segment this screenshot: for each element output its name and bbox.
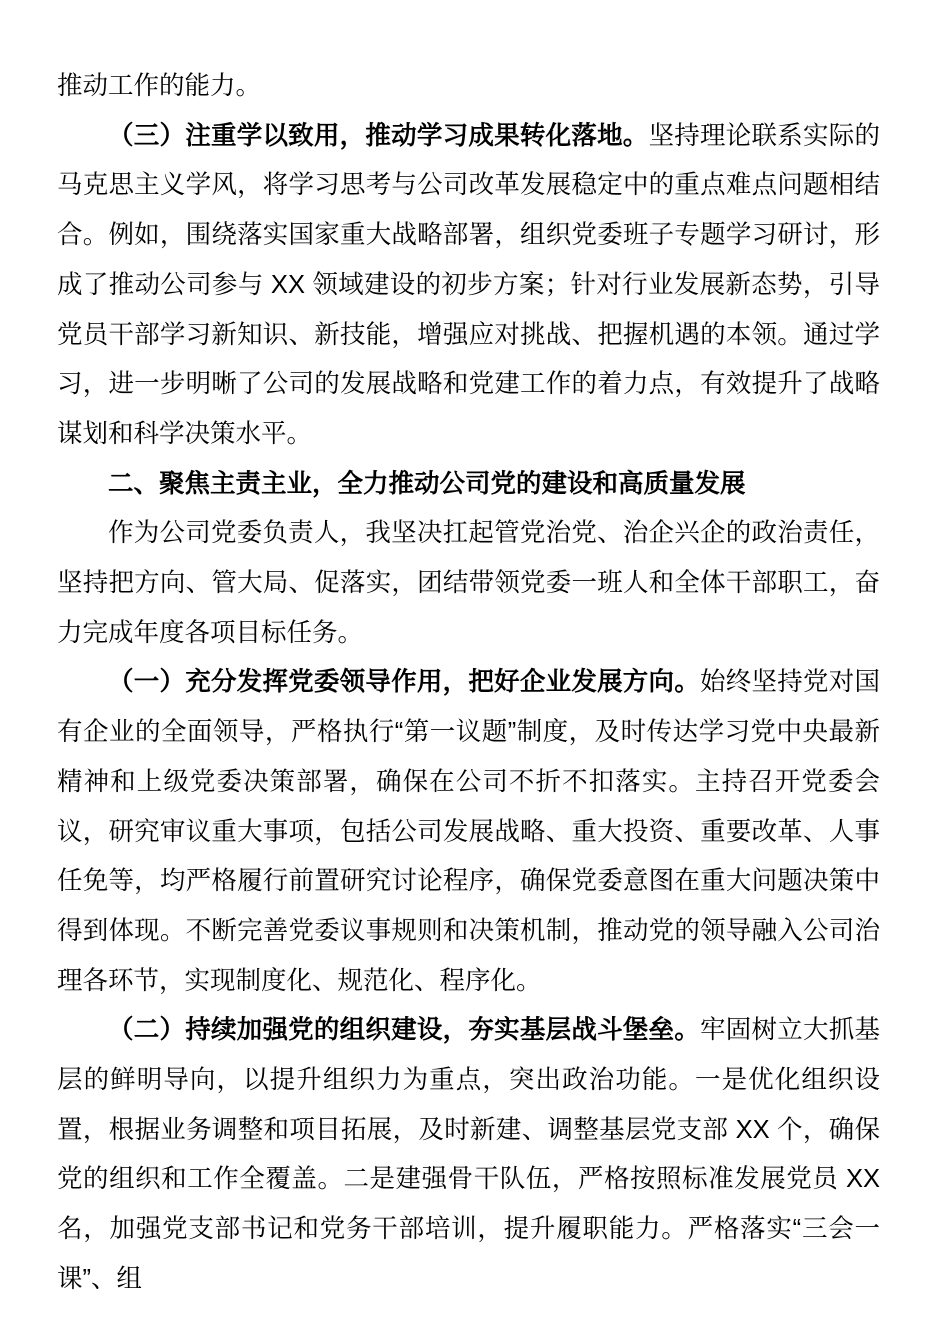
subsection-paragraph — [57, 658, 880, 1006]
body-text: 坚持理论联系实际的马克思主义学风，将学习思考与公司改革发展稳定中的重点难点问题相结合。例如，围绕落实国家重大战略部署，组织党委班子专题学习研讨，形成了推动公司参与 XX 领域建设的初步方案；针对行业发展新态势，引导党员干部学习新知识、新技能，增强应对挑战、把握机遇的本领。通过学习，进一步明晰了公司的发展战略和党建工作的着力点，有效提升了战略谋划和科学决策水平。 — [57, 121, 880, 448]
body-continuation-paragraph — [57, 62, 880, 112]
body-text: 牢固树立大抓基层的鲜明导向，以提升组织力为重点，突出政治功能。一是优化组织设置，根据业务调整和项目拓展，及时新建、调整基层党支部 XX 个，确保党的组织和工作全覆盖。二是建强骨干队伍，严格按照标准发展党员 XX 名，加强党支部书记和党务干部培训，提升履职能力。严格落实“三会一课”、组 — [57, 1016, 880, 1293]
subsection-paragraph — [57, 112, 880, 460]
heading-emphasis-text: （一）充分发挥党委领导作用，把好企业发展方向。 — [108, 668, 701, 697]
body-paragraph — [57, 509, 880, 658]
body-text: 始终坚持党对国有企业的全面领导，严格执行“第一议题”制度，及时传达学习党中央最新精神和上级党委决策部署，确保在公司不折不扣落实。主持召开党委会议，研究审议重大事项，包括公司发展战略、重大投资、重要改革、人事任免等，均严格履行前置研究讨论程序，确保党委意图在重大问题决策中得到体现。不断完善党委议事规则和决策机制，推动党的领导融入公司治理各环节，实现制度化、规范化、程序化。 — [57, 668, 880, 995]
section-heading — [57, 460, 880, 510]
body-text: 作为公司党委负责人，我坚决扛起管党治党、治企兴企的政治责任，坚持把方向、管大局、促落实，团结带领党委一班人和全体干部职工，奋力完成年度各项目标任务。 — [57, 519, 880, 647]
heading-emphasis-text: （三）注重学以致用，推动学习成果转化落地。 — [108, 121, 649, 150]
body-text: 推动工作的能力。 — [57, 72, 262, 100]
heading-emphasis-text: 二、聚焦主责主业，全力推动公司党的建设和高质量发展 — [108, 469, 746, 498]
heading-emphasis-text: （二）持续加强党的组织建设，夯实基层战斗堡垒。 — [108, 1016, 701, 1045]
subsection-paragraph — [57, 1006, 880, 1304]
